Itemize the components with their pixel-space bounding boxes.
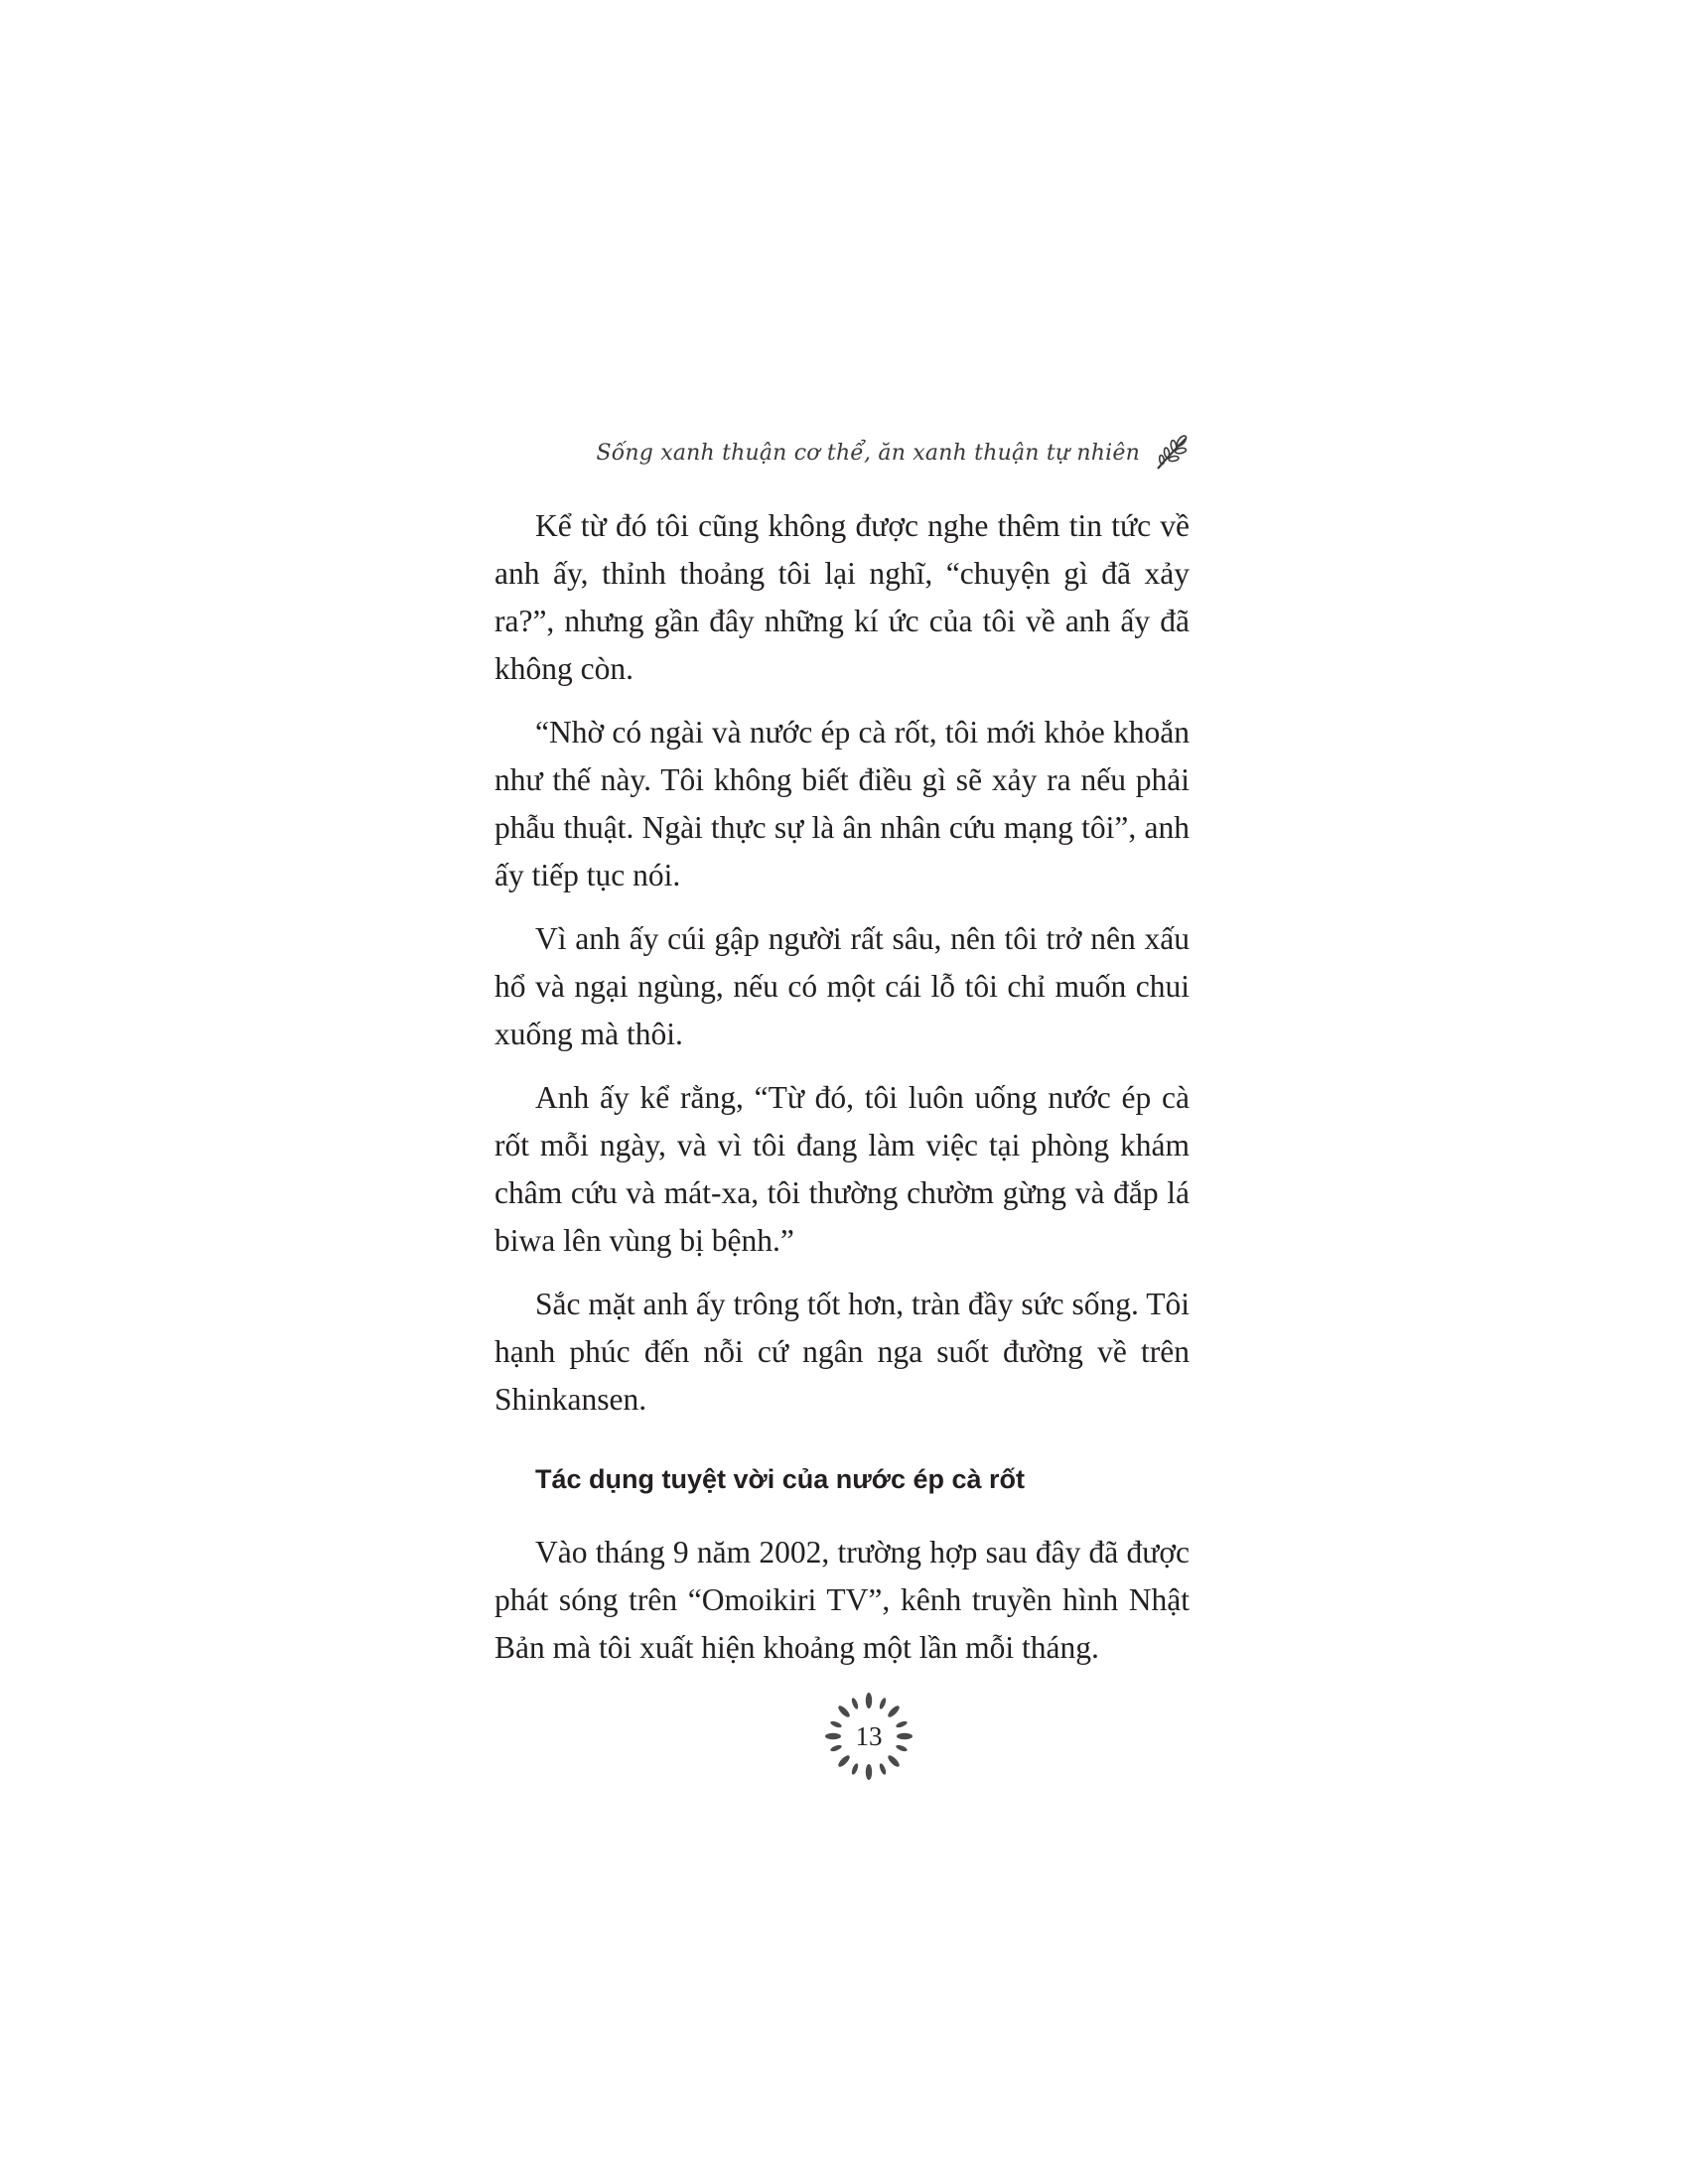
paragraph: Vào tháng 9 năm 2002, trường hợp sau đây đã được phát sóng trên “Omoikiri TV”, kênh truyền hình Nhật Bản mà tôi xuất hiện khoảng một lần mỗi tháng.: [494, 1535, 1190, 1665]
paragraph: Sắc mặt anh ấy trông tốt hơn, tràn đầy sức sống. Tôi hạnh phúc đến nỗi cứ ngân nga suốt đường về trên Shinkansen.: [494, 1287, 1190, 1417]
body-text: [494, 502, 1190, 1688]
paragraph: Vì anh ấy cúi gập người rất sâu, nên tôi trở nên xấu hổ và ngại ngùng, nếu có một cái lỗ tôi chỉ muốn chui xuống mà thôi.: [494, 921, 1190, 1051]
paragraph: “Nhờ có ngài và nước ép cà rốt, tôi mới khỏe khoắn như thế này. Tôi không biết điều gì sẽ xảy ra nếu phải phẫu thuật. Ngài thực sự là ân nhân cứu mạng tôi”, anh ấy tiếp tục nói.: [494, 715, 1190, 892]
page-number: 13: [855, 1721, 883, 1751]
running-header: [496, 429, 1192, 477]
paragraph: Anh ấy kể rằng, “Từ đó, tôi luôn uống nước ép cà rốt mỗi ngày, và vì tôi đang làm việc tại phòng khám châm cứu và mát-xa, tôi thường chườm gừng và đắp lá biwa lên vùng bị bệnh.”: [494, 1080, 1190, 1258]
section-heading: Tác dụng tuyệt vời của nước ép cà rốt: [535, 1464, 1026, 1494]
page-number-ornament: [824, 1692, 914, 1781]
running-header-title: Sống xanh thuận cơ thể, ăn xanh thuận tự nhiên: [596, 440, 1140, 466]
leaf-sprig-icon: [1152, 433, 1192, 473]
paragraph: Kể từ đó tôi cũng không được nghe thêm tin tức về anh ấy, thỉnh thoảng tôi lại nghĩ, “chuyện gì đã xảy ra?”, nhưng gần đây những kí ức của tôi về anh ấy đã không còn.: [494, 508, 1190, 686]
